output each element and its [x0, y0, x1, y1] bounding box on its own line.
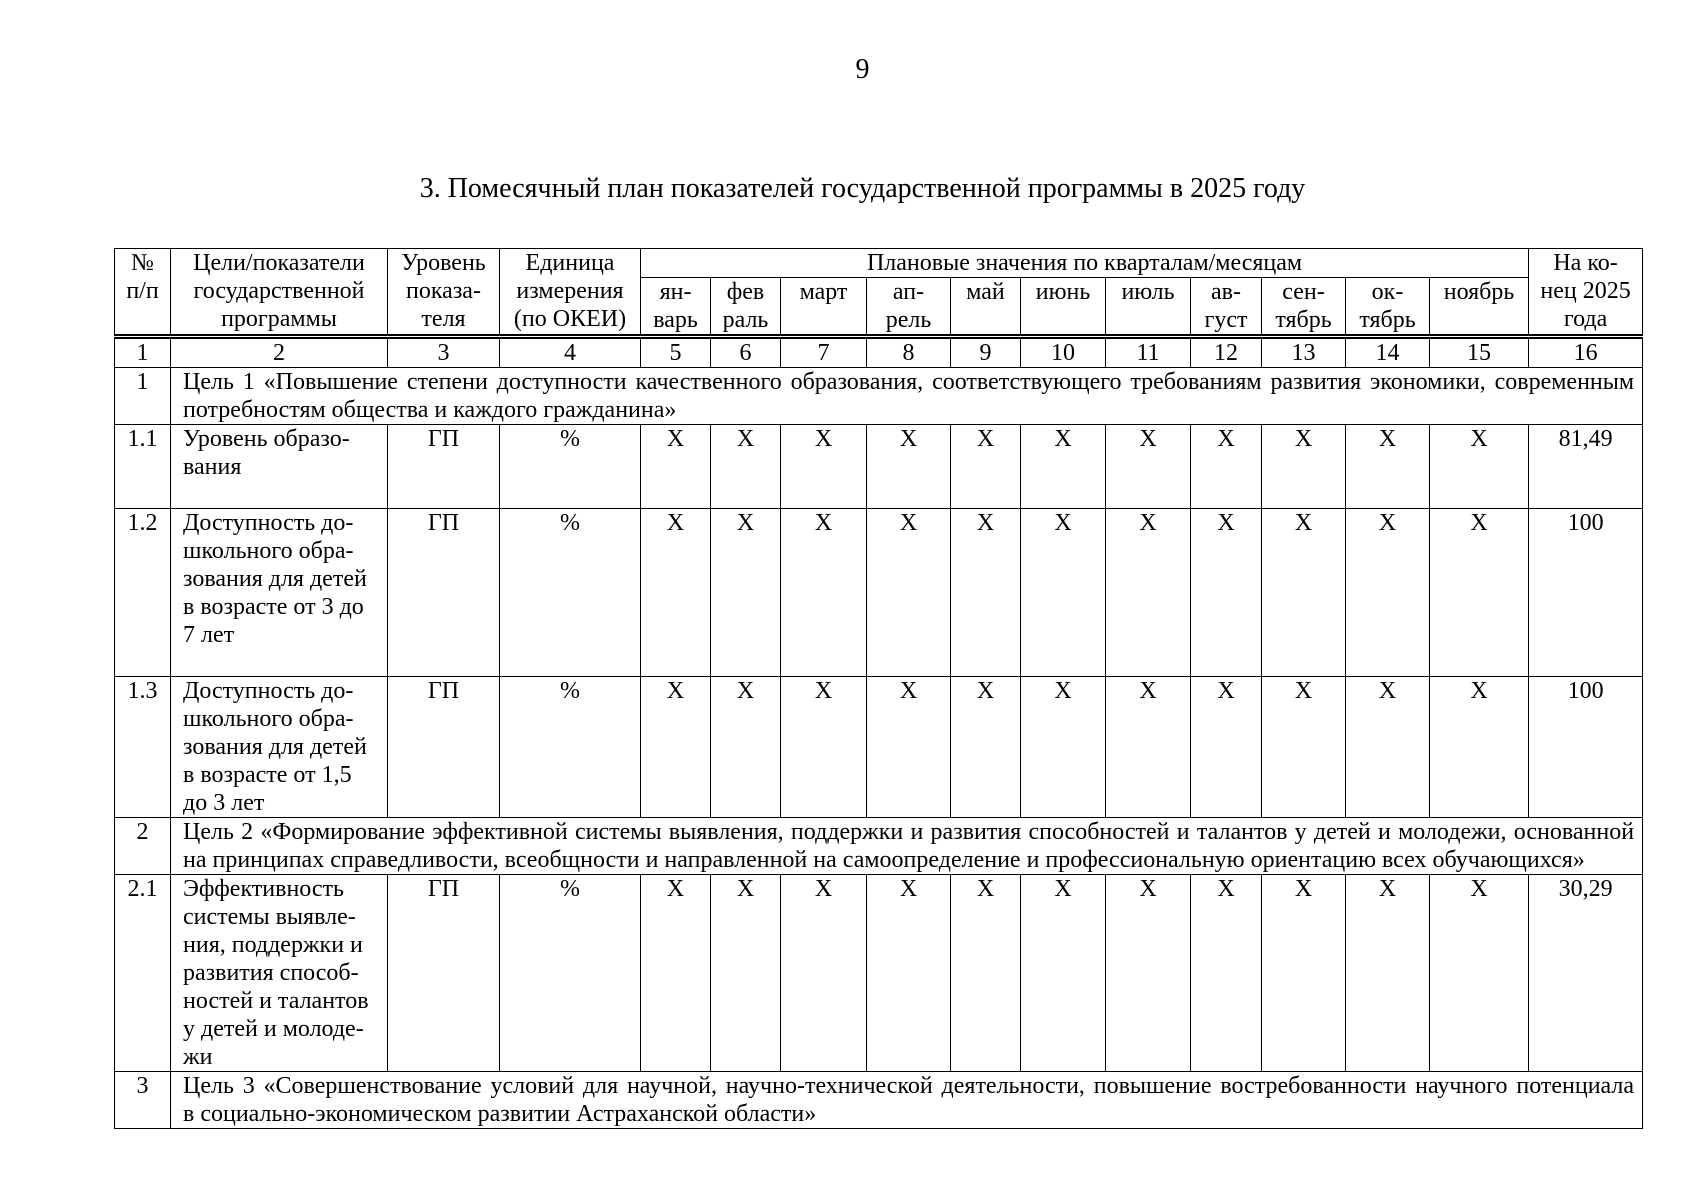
monthly-plan-table [114, 248, 1643, 1129]
goal-row-2 [115, 818, 1643, 875]
header-month-july: июль [1106, 278, 1191, 337]
column-number: 10 [1021, 337, 1106, 368]
goal-text-line: Цель 3 «Совершенствование условий для научной, научно-технической деятельности, повышение востребованности научного потенциала [183, 1073, 1635, 1099]
indicator-name: Доступность до- школьного обра- зования для детей в возрасте от 3 до 7 лет [171, 509, 388, 677]
indicator-unit: % [500, 875, 641, 1072]
goal-text-line: потребностям общества и каждого гражданина» [183, 397, 677, 423]
page-number: 9 [855, 54, 870, 85]
indicator-unit: % [500, 509, 641, 677]
header-unit: Единица измерения (по ОКЕИ) [500, 249, 641, 337]
value-october: X [1346, 425, 1430, 509]
indicator-row-1-3 [115, 677, 1643, 818]
value-june: X [1021, 677, 1106, 818]
indicator-name: Эффективность системы выявле- ния, поддержки и развития способ- ностей и талантов у детей и молоде- жи [171, 875, 388, 1072]
value-may: X [951, 509, 1021, 677]
value-september: X [1262, 677, 1346, 818]
value-february: X [711, 509, 781, 677]
value-august: X [1191, 425, 1262, 509]
value-may: X [951, 425, 1021, 509]
value-may: X [951, 875, 1021, 1072]
value-november: X [1430, 425, 1529, 509]
header-month-march: март [781, 278, 867, 337]
value-january: X [641, 677, 711, 818]
value-june: X [1021, 509, 1106, 677]
value-august: X [1191, 677, 1262, 818]
column-number: 7 [781, 337, 867, 368]
value-may: X [951, 677, 1021, 818]
value-march: X [781, 509, 867, 677]
value-july: X [1106, 677, 1191, 818]
column-number: 16 [1529, 337, 1643, 368]
indicator-unit: % [500, 677, 641, 818]
header-goals: Цели/показатели государственной программы [171, 249, 388, 337]
column-number: 11 [1106, 337, 1191, 368]
indicator-name: Доступность до- школьного обра- зования для детей в возрасте от 1,5 до 3 лет [171, 677, 388, 818]
value-july: X [1106, 509, 1191, 677]
header-month-may: май [951, 278, 1021, 337]
indicator-row-1-1 [115, 425, 1643, 509]
header-level: Уровень показа- теля [388, 249, 500, 337]
value-march: X [781, 875, 867, 1072]
column-number: 5 [641, 337, 711, 368]
goal-text-line: Цель 1 «Повышение степени доступности качественного образования, соответствующего требованиям развития экономики, современным [183, 369, 1635, 395]
indicator-name: Уровень образо- вания [171, 425, 388, 509]
indicator-number: 1.1 [115, 425, 171, 509]
column-number: 13 [1262, 337, 1346, 368]
goal-text-line: на принципах справедливости, всеобщности и направленной на самоопределение и профессиональную ориентацию всех обучающихся» [183, 847, 1585, 873]
value-october: X [1346, 677, 1430, 818]
value-october: X [1346, 875, 1430, 1072]
column-number: 3 [388, 337, 500, 368]
header-month-january: ян- варь [641, 278, 711, 337]
indicator-row-1-2 [115, 509, 1643, 677]
goal-number: 2 [115, 818, 171, 875]
indicator-number: 1.3 [115, 677, 171, 818]
column-number: 6 [711, 337, 781, 368]
header-month-april: ап- рель [867, 278, 951, 337]
header-number: № п/п [115, 249, 171, 337]
indicator-unit: % [500, 425, 641, 509]
value-year-end: 100 [1529, 677, 1643, 818]
value-august: X [1191, 509, 1262, 677]
value-february: X [711, 425, 781, 509]
column-number: 9 [951, 337, 1021, 368]
column-number: 8 [867, 337, 951, 368]
goal-text-line: в социально-экономическом развитии Астраханской области» [183, 1101, 817, 1127]
column-number: 12 [1191, 337, 1262, 368]
goal-text [171, 368, 1643, 425]
value-november: X [1430, 509, 1529, 677]
column-number: 15 [1430, 337, 1529, 368]
header-year-end: На ко- нец 2025 года [1529, 249, 1643, 337]
header-month-june: июнь [1021, 278, 1106, 337]
value-april: X [867, 425, 951, 509]
goal-text [171, 818, 1643, 875]
value-march: X [781, 677, 867, 818]
column-number: 1 [115, 337, 171, 368]
indicator-level: ГП [388, 425, 500, 509]
indicator-number: 2.1 [115, 875, 171, 1072]
indicator-level: ГП [388, 677, 500, 818]
value-january: X [641, 425, 711, 509]
value-september: X [1262, 425, 1346, 509]
value-january: X [641, 509, 711, 677]
value-april: X [867, 509, 951, 677]
goal-text [171, 1072, 1643, 1129]
value-august: X [1191, 875, 1262, 1072]
value-march: X [781, 425, 867, 509]
column-number: 14 [1346, 337, 1430, 368]
value-april: X [867, 875, 951, 1072]
value-november: X [1430, 677, 1529, 818]
value-september: X [1262, 509, 1346, 677]
column-numbers-row [115, 337, 1643, 368]
indicator-row-2-1 [115, 875, 1643, 1072]
indicator-level: ГП [388, 875, 500, 1072]
column-number: 4 [500, 337, 641, 368]
header-month-september: сен- тябрь [1262, 278, 1346, 337]
value-july: X [1106, 875, 1191, 1072]
value-july: X [1106, 425, 1191, 509]
column-number: 2 [171, 337, 388, 368]
header-planned-values: Плановые значения по кварталам/месяцам [641, 249, 1529, 278]
indicator-level: ГП [388, 509, 500, 677]
goal-number: 1 [115, 368, 171, 425]
header-month-august: ав- густ [1191, 278, 1262, 337]
value-june: X [1021, 875, 1106, 1072]
value-november: X [1430, 875, 1529, 1072]
value-year-end: 81,49 [1529, 425, 1643, 509]
value-year-end: 100 [1529, 509, 1643, 677]
value-january: X [641, 875, 711, 1072]
header-month-february: фев раль [711, 278, 781, 337]
header-month-october: ок- тябрь [1346, 278, 1430, 337]
goal-row-1 [115, 368, 1643, 425]
value-june: X [1021, 425, 1106, 509]
goal-row-3 [115, 1072, 1643, 1129]
header-month-november: ноябрь [1430, 278, 1529, 337]
header-row-top [115, 249, 1643, 278]
indicator-number: 1.2 [115, 509, 171, 677]
value-september: X [1262, 875, 1346, 1072]
value-october: X [1346, 509, 1430, 677]
value-year-end: 30,29 [1529, 875, 1643, 1072]
goal-text-line: Цель 2 «Формирование эффективной системы выявления, поддержки и развития способностей и талантов у детей и молодежи, основанной [183, 819, 1635, 845]
value-february: X [711, 875, 781, 1072]
goal-number: 3 [115, 1072, 171, 1129]
value-february: X [711, 677, 781, 818]
value-april: X [867, 677, 951, 818]
section-title: 3. Помесячный план показателей государственной программы в 2025 году [419, 173, 1306, 204]
